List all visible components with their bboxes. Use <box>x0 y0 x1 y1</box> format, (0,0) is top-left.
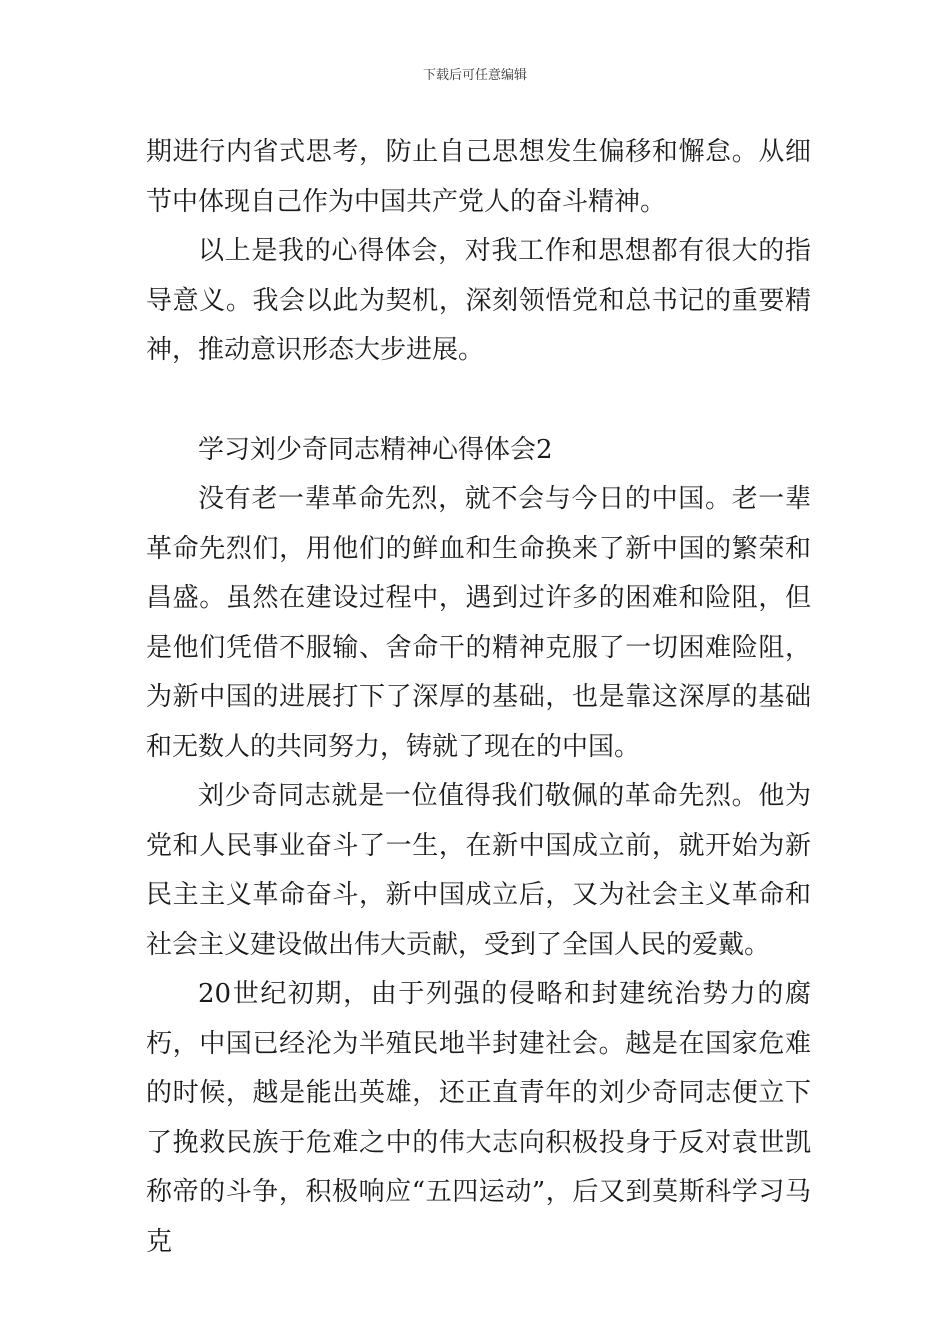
paragraph-revolutionaries: 没有老一辈革命先烈，就不会与今日的中国。老一辈革命先烈们，用他们的鲜血和生命换来了新中国的繁荣和昌盛。虽然在建设过程中，遇到过许多的困难和险阻，但是他们凭借不服输、舍命干的精神克服了一切困难险阻，为新中国的进展打下了深厚的基础，也是靠这深厚的基础和无数人的共同努力，铸就了现在的中国。 <box>146 484 811 762</box>
section-title: 学习刘少奇同志精神心得体会2 <box>198 434 553 465</box>
document-body <box>146 128 811 1267</box>
paragraph-early-20th-century: 20世纪初期，由于列强的侵略和封建统治势力的腐朽，中国已经沦为半殖民地半封建社会。越是在国家危难的时候，越是能出英雄，还正直青年的刘少奇同志便立下了挽救民族于危难之中的伟大志向积极投身于反对袁世凯称帝的斗争，积极响应“五四运动”，后又到莫斯科学习马克 <box>146 979 811 1257</box>
paragraph-continuation: 期进行内省式思考，防止自己思想发生偏移和懈怠。从细节中体现自己作为中国共产党人的奋斗精神。 <box>146 137 811 217</box>
paragraph-liu-shaoqi: 刘少奇同志就是一位值得我们敬佩的革命先烈。他为党和人民事业奋斗了一生，在新中国成立前，就开始为新民主主义革命奋斗，新中国成立后，又为社会主义革命和社会主义建设做出伟大贡献，受到了全国人民的爱戴。 <box>146 781 811 960</box>
paragraph-conclusion: 以上是我的心得体会，对我工作和思想都有很大的指导意义。我会以此为契机，深刻领悟党和总书记的重要精神，推动意识形态大步进展。 <box>146 236 811 365</box>
page-header: 下载后可任意编辑 <box>422 68 527 83</box>
section-spacer <box>146 376 811 426</box>
